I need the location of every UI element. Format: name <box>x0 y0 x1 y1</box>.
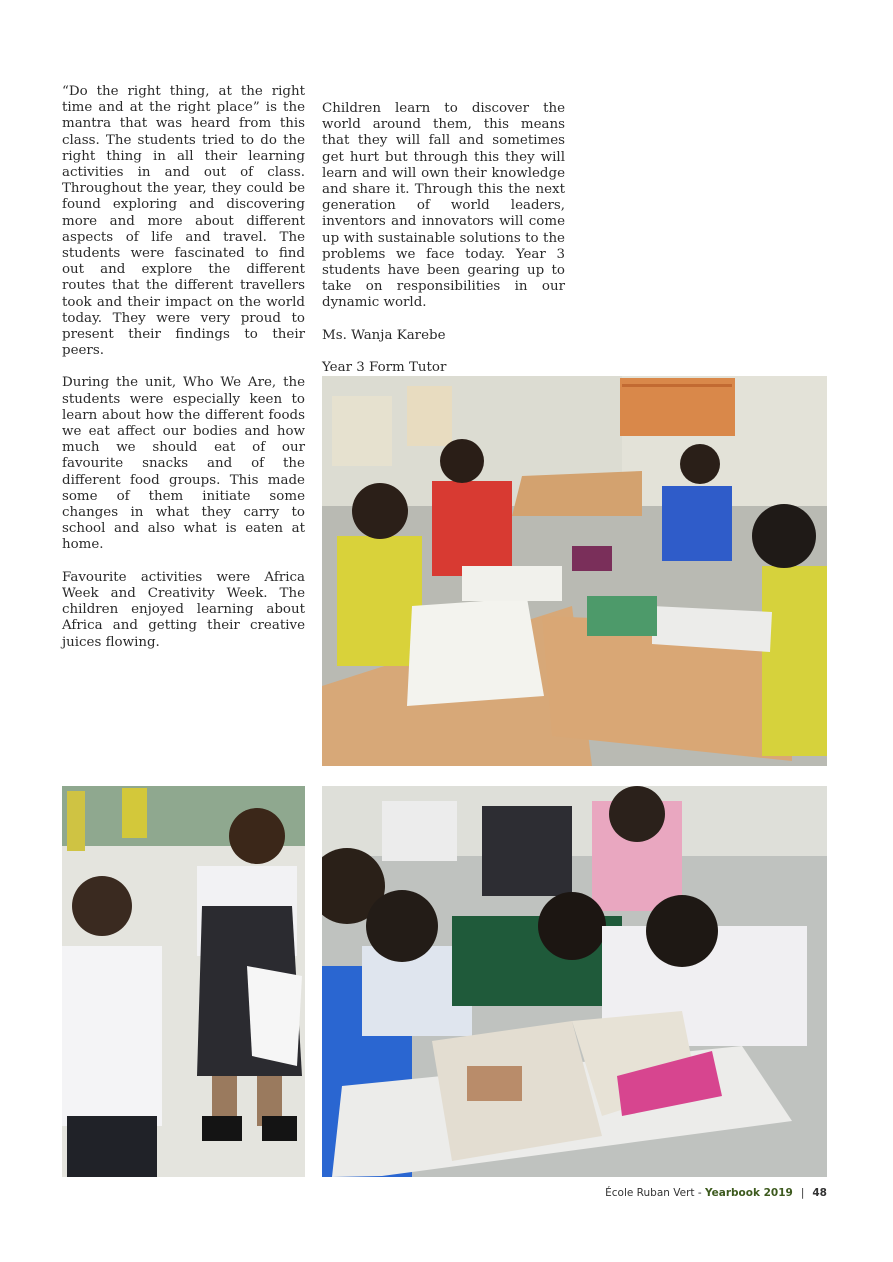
newspaper-reading-photo <box>322 786 827 1177</box>
classroom-photo <box>322 376 827 766</box>
corridor-photo <box>62 786 305 1177</box>
footer-school-name: École Ruban Vert - <box>605 1187 705 1199</box>
footer-publication: Yearbook 2019 <box>704 1187 793 1199</box>
paragraph-favourite-activities: Favourite activities were Africa Week and Creativity Week. The children enjoyed learning about Africa and getting their creative juices flowing. <box>62 569 305 650</box>
paragraph-mantra: “Do the right thing, at the right time and at the right place” is the mantra that was heard from this class. The students tried to do the right thing in all their learning activities in and out of class. Throughout the year, they could be found exploring and discovering more and more about different aspects of life and travel. The students were fascinated to find out and explore the different routes that the different travellers took and their impact on the world today. They were very proud to present their findings to their peers. <box>62 84 305 359</box>
paragraph-who-we-are: During the unit, Who We Are, the students were especially keen to learn about how the different foods we eat affect our bodies and how much we should eat of our favourite snacks and of the different food groups. This made some of them initiate some changes in what they carry to school and also what is eaten at home. <box>62 375 305 553</box>
paragraph-discover-world: Children learn to discover the world around them, this means that they will fall and sometimes get hurt but through this they will learn and will own their knowledge and share it. Through this the next generation of world leaders, inventors and innovators will come up with sustainable solutions to the problems we face today. Year 3 students have been gearing up to take on responsibilities in our dynamic world. <box>322 101 565 311</box>
page-number: 48 <box>812 1187 827 1199</box>
signature-name: Ms. Wanja Karebe <box>322 327 446 343</box>
signature-role: Year 3 Form Tutor <box>322 359 447 375</box>
page-footer <box>605 1187 827 1199</box>
right-text-column <box>322 101 565 392</box>
left-text-column <box>62 84 305 667</box>
footer-separator: | <box>800 1187 805 1199</box>
